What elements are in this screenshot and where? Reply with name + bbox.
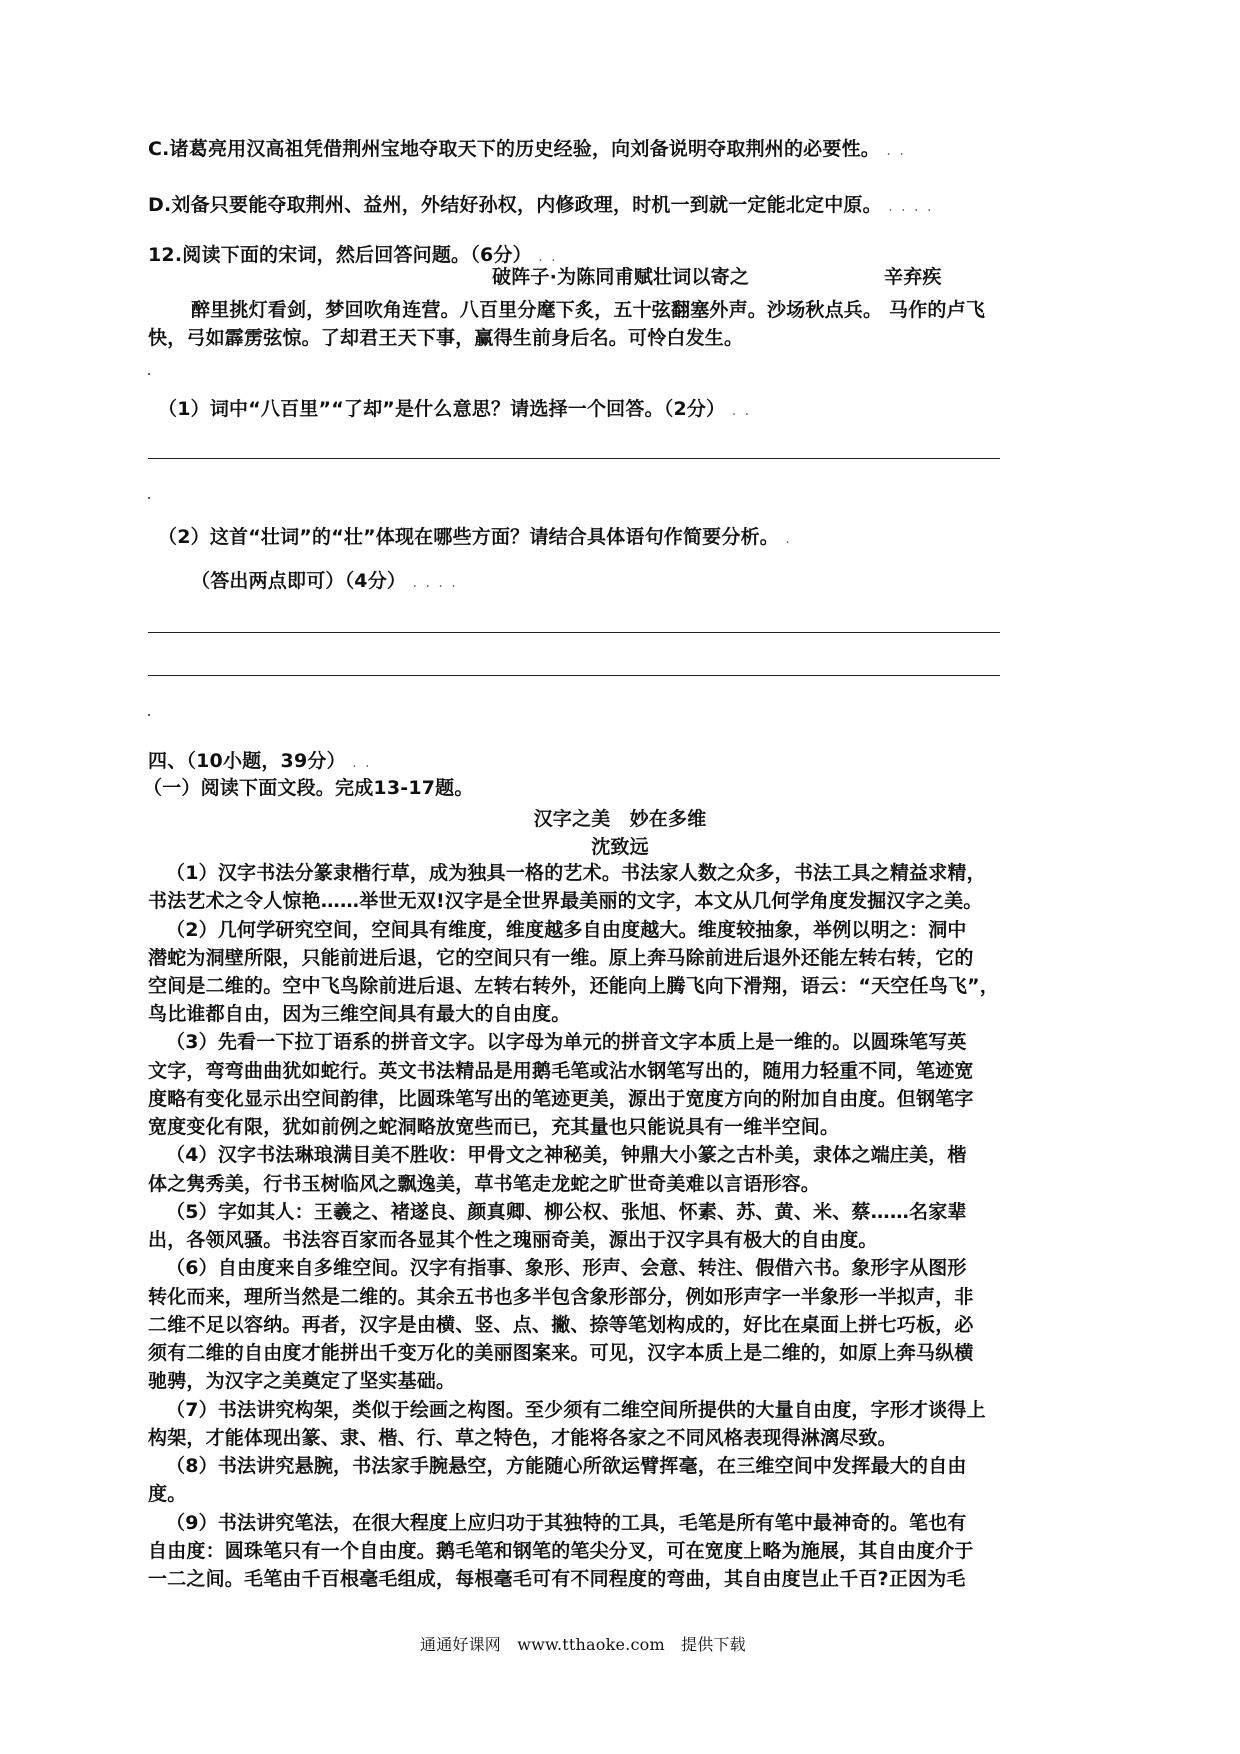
article-line: 出，各领风骚。书法容百家而各显其个性之瑰丽奇美，源出于汉字具有极大的自由度。 <box>148 1229 878 1251</box>
section-heading <box>148 748 372 776</box>
article-line: 空间是二维的。空中飞鸟除前进后退、左转右转外，还能向上腾飞向下滑翔，语云：“天空任鸟飞”， <box>148 975 999 997</box>
article-title: 汉字之美 妙在多维 <box>533 808 707 830</box>
dots: . . <box>345 755 372 771</box>
article-line: 潜蛇为洞壁所限，只能前进后退，它的空间只有一维。原上奔马除前进后退外还能左转右转，它的 <box>148 947 974 969</box>
dots: . . <box>531 249 558 265</box>
dots: . . . . <box>881 199 934 215</box>
article-line: 书法艺术之令人惊艳……举世无双!汉字是全世界最美丽的文字，本文从几何学角度发掘汉字之美。 <box>148 890 983 912</box>
sub-question-1-text: （1）词中“八百里”“了却”是什么意思？请选择一个回答。（2分） <box>158 398 726 420</box>
question-12-prompt-text: 12.阅读下面的宋词，然后回答问题。（6分） <box>148 244 532 266</box>
article-line: （4）汉字书法琳琅满目美不胜收：甲骨文之神秘美，钟鼎大小篆之古朴美，隶体之端庄美，楷 <box>166 1144 967 1166</box>
option-d <box>148 192 933 220</box>
article-line: 度。 <box>148 1483 187 1505</box>
article-line: （9）书法讲究笔法，在很大程度上应归功于其独特的工具，毛笔是所有笔中最神奇的。笔也有 <box>166 1512 967 1534</box>
dots: . <box>778 531 792 547</box>
article-author: 沈致远 <box>591 836 649 858</box>
sub-question-2-note-text: （答出两点即可）（4分） <box>191 570 407 592</box>
option-c <box>148 136 906 164</box>
article-line: 文字，弯弯曲曲犹如蛇行。英文书法精品是用鹅毛笔或沾水钢笔写出的，随用力轻重不同，笔迹宽 <box>148 1060 974 1082</box>
poem-line: 快，弓如霹雳弦惊。了却君王天下事，赢得生前身后名。可怜白发生。 <box>148 327 744 349</box>
sub-question-2-note <box>191 568 458 596</box>
article-line: 驰骋，为汉字之美奠定了坚实基础。 <box>148 1370 456 1392</box>
sub-question-2 <box>158 524 792 552</box>
section-sub-heading: （一）阅读下面文段。完成13-17题。 <box>143 777 474 799</box>
article-line: 一二之间。毛笔由千百根毫毛组成，每根毫毛可有不同程度的弯曲，其自由度岂止千百?正因为毛 <box>148 1568 966 1590</box>
answer-line[interactable] <box>148 675 1000 676</box>
answer-line[interactable] <box>148 458 1000 459</box>
poem-line: 醉里挑灯看剑，梦回吹角连营。八百里分麾下炙，五十弦翻塞外声。沙场秋点兵。 马作的卢飞 <box>191 299 986 321</box>
article-line: 二维不足以容纳。再者，汉字是由横、竖、点、撇、捺等笔划构成的，好比在桌面上拼七巧板，必 <box>148 1314 974 1336</box>
stray-dot <box>148 373 150 375</box>
dots: . . <box>725 403 752 419</box>
article-line: （1）汉字书法分篆隶楷行草，成为独具一格的艺术。书法家人数之众多，书法工具之精益求精， <box>166 862 986 884</box>
option-c-text: C.诸葛亮用汉高祖凭借荆州宝地夺取天下的历史经验，向刘备说明夺取荆州的必要性。 <box>148 138 880 160</box>
article-line: （8）书法讲究悬腕，书法家手腕悬空，方能随心所欲运臂挥毫，在三维空间中发挥最大的自由 <box>166 1455 967 1477</box>
dots: . . <box>879 143 906 159</box>
section-heading-text: 四、（10小题，39分） <box>148 750 346 772</box>
article-line: 鸟比谁都自由，因为三维空间具有最大的自由度。 <box>148 1003 571 1025</box>
answer-line[interactable] <box>148 632 1000 633</box>
article-line: 自由度：圆珠笔只有一个自由度。鹅毛笔和钢笔的笔尖分叉，可在宽度上略为施展，其自由度介于 <box>148 1540 974 1562</box>
footer-credit: 通通好课网 www.tthaoke.com 提供下载 <box>420 1635 746 1654</box>
article-line: 转化而来，理所当然是二维的。其余五书也多半包含象形部分，例如形声字一半象形一半拟声，非 <box>148 1286 974 1308</box>
article-line: （5）字如其人：王羲之、褚遂良、颜真卿、柳公权、张旭、怀素、苏、黄、米、蔡……名家辈 <box>166 1201 967 1223</box>
article-line: 宽度变化有限，犹如前例之蛇洞略放宽些而已，充其量也只能说具有一维半空间。 <box>148 1116 840 1138</box>
article-line: 构架，才能体现出篆、隶、楷、行、草之特色，才能将各家之不同风格表现得淋漓尽致。 <box>148 1427 897 1449</box>
stray-dot <box>148 714 150 716</box>
article-line: 须有二维的自由度才能拼出千变万化的美丽图案来。可见，汉字本质上是二维的，如原上奔马纵横 <box>148 1342 974 1364</box>
poem-author: 辛弃疾 <box>884 266 942 288</box>
sub-question-2-text: （2）这首“壮词”的“壮”体现在哪些方面？请结合具体语句作简要分析。 <box>158 526 779 548</box>
article-line: （6）自由度来自多维空间。汉字有指事、象形、形声、会意、转注、假借六书。象形字从图形 <box>166 1257 967 1279</box>
article-line: 度略有变化显示出空间韵律，比圆珠笔写出的笔迹更美，源出于宽度方向的附加自由度。但钢笔字 <box>148 1088 974 1110</box>
poem-title: 破阵子·为陈同甫赋壮词以寄之 <box>492 266 750 288</box>
article-line: （3）先看一下拉丁语系的拼音文字。以字母为单元的拼音文字本质上是一维的。以圆珠笔写英 <box>166 1031 967 1053</box>
dots: . . . . <box>406 575 458 591</box>
article-line: 体之隽秀美，行书玉树临风之飘逸美，草书笔走龙蛇之旷世奇美难以言语形容。 <box>148 1173 821 1195</box>
sub-question-1 <box>158 396 751 424</box>
option-d-text: D.刘备只要能夺取荆州、益州，外结好孙权，内修政理，时机一到就一定能北定中原。 <box>148 194 882 216</box>
article-line: （7）书法讲究构架，类似于绘画之构图。至少须有二维空间所提供的大量自由度，字形才谈得上 <box>166 1399 986 1421</box>
article-line: （2）几何学研究空间，空间具有维度，维度越多自由度越大。维度较抽象，举例以明之：洞中 <box>166 919 967 941</box>
stray-dot <box>148 497 150 499</box>
